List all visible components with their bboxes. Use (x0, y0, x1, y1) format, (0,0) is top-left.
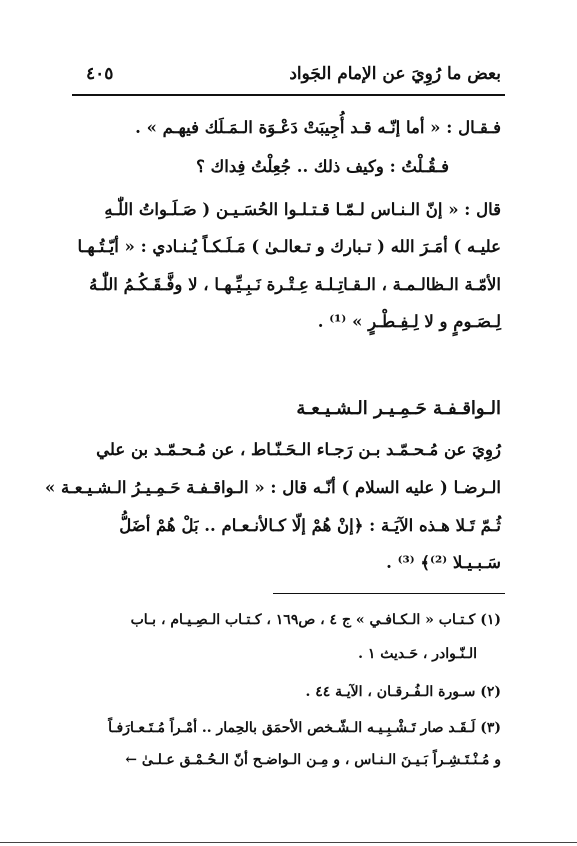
header-rule (72, 94, 505, 96)
footnote-separator (273, 593, 505, 594)
paragraph-line-3: الأمّـة الـظالـمـة ، الـقـاتِـلـة عِـتْـرة نَـبِـيِّـهـا ، لا وفَّـقَـكُـمُ اللّٰـهُ (89, 275, 501, 294)
section-line-1: رُوِيَ عن مُـحـمّـد بـن رَجـاء الـحَـنّـاط ، عن مُـحـمّـد بن علي (96, 440, 501, 459)
section-line-4: سَـبـيـلا ⁽²⁾﴾ ⁽³⁾ . (386, 553, 501, 572)
footnote-1-line-1: (١) كـتـاب « الـكـافـي » ج ٤ ، ص١٦٩ ، كـتـاب الـصِـيـام ، بـاب (130, 612, 501, 628)
section-heading: الـواقـفـة حَـمِـيـر الـشـيـعـة (296, 398, 501, 419)
page-bottom-edge (0, 842, 577, 843)
footnote-3-line-1: (٣) لَـقَـد صار تَـشْـبِـيـه الـشّـخص الأحمَق بالحِمار .. أمْـراً مُـتَـعـارَفـاً (108, 720, 501, 736)
paragraph-line-2: عليـه ) أمَـرَ الله ( تـبارك و تـعالـىٰ ) مَـلَـكـاً يُـنـادي : « أيّـتُـهـا (77, 237, 501, 256)
paragraph-malak-answer: فـقـال : « أما إنّـه قـد أُجِيبَتْ دَعْـوَة الـمَـلَك فيهـم » . (135, 118, 501, 137)
running-header-title: بعض ما رُوِيَ عن الإمام الجَواد (289, 64, 501, 84)
section-line-2: الـرضـا ( عليه السلام ) أنّـه قال : « الـواقـفـة حَـمِـيـرُ الـشـيـعـة » (44, 478, 501, 497)
footnote-1-line-2: الـنّـوادر ، حَـديث ١ . (358, 646, 477, 662)
paragraph-question: فـقُـلْتُ : وكيف ذلك .. جُعِلْتُ فِداك ؟ (196, 157, 449, 176)
paragraph-line-1: قال : « إنّ الـنـاس لـمّـا قـتـلـوا الحُسَـيـن ( صَـلَـواتُ اللّٰـهِ (104, 200, 501, 219)
section-line-3-quran: ثُـمّ تَـلا هـذه الآيَـة : ﴿إنْ هُمْ إلّا كـالأنـعـام .. بَلْ هُمْ أضَلُّ (119, 516, 501, 535)
page-number: ٤٠٥ (86, 64, 114, 84)
footnote-3-line-2: و مُـنْـتَـشِـراً بَـيـنَ الـنـاس ، و مِـن الـواضـح أنّ الـحُـمْـق عـلـىٰ ← (125, 752, 501, 768)
footnote-2: (٢) سـورة الـفُـرقـان ، الآيـة ٤٤ . (305, 684, 501, 700)
paragraph-line-4: لِـصَـومٍ و لا لِـفِـطْـرٍ » ⁽¹⁾ . (317, 312, 501, 331)
